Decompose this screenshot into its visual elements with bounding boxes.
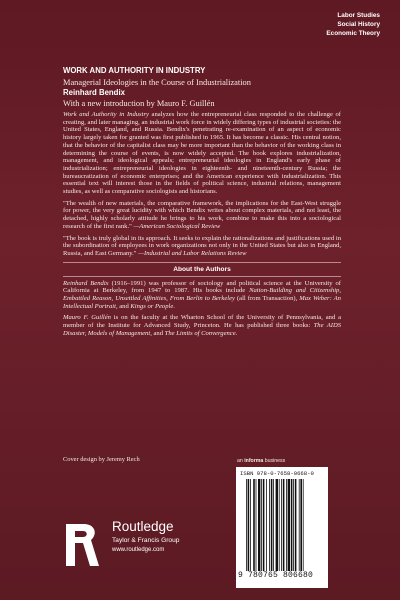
barcode-bar xyxy=(283,479,285,571)
category-label: Labor Studies xyxy=(337,12,380,19)
barcode-digits: 9 780765 806680 xyxy=(238,571,314,580)
barcode-bar xyxy=(273,479,274,571)
barcode-bar xyxy=(288,479,290,571)
barcode-bar xyxy=(248,479,250,571)
barcode-bar xyxy=(293,479,294,571)
publisher-website: www.routledge.com xyxy=(112,547,165,553)
isbn-number: ISBN 978-0-7658-0668-0 xyxy=(240,470,314,477)
barcode-bars xyxy=(246,479,324,571)
barcode-bar xyxy=(299,479,300,571)
barcode-bar xyxy=(295,479,297,571)
description-text: analyzes how the entrepreneurial class responded to the challenge of creating, and later managing, an industrial work force in widely differing types of industrial societies: the United States, England, and Russia. Bendix's penetrating re-examination of an aspect of economic history largely taken for granted was first published in 1965. It has become a classic. His central notion, that the behavior of the capitalist class may be more important than the behavior of the working class in determining the course of events, is now widely accepted. The book explores industrialization, management, and ideological appeals; entrepreneurial ideologies in England's early phase of industrialization; entrepreneurial ideologies in eighteenth- and nineteenth-century Russia; the bureaucratization of economic enterprises; and the American experience with industrialization. This essential text will interest those in the fields of political science, industrial relations, management studies, as well as comparative sociologists and historians. xyxy=(63,111,341,196)
barcode-bar xyxy=(291,479,293,571)
barcode-bar xyxy=(266,479,267,571)
subject-categories xyxy=(326,12,380,38)
informa-brand: informa xyxy=(244,458,264,464)
barcode-bar xyxy=(279,479,280,571)
publisher-name: Routledge xyxy=(112,519,174,534)
bio-text: is on the faculty at the Wharton School of the University of Pennsylvania, and a member of the Institute for Advanced Study, Princeton. He has published three books: xyxy=(63,314,341,330)
description-title: Work and Authority in Industry xyxy=(63,111,149,118)
informa-business-note xyxy=(237,458,285,464)
bio-name: Mauro F. Guillén xyxy=(63,314,111,322)
review-source: —Industrial and Labor Relations Review xyxy=(138,249,247,257)
bio-book: Max Weber: An Intellectual Portrait xyxy=(63,295,341,310)
barcode-bar xyxy=(286,479,287,571)
barcode-bar xyxy=(281,479,282,571)
review-text: "The book is truly global in its approach. It seeks to explain the rationalizations and justifications used in the subordination of employees in work organizations not only in the United States but also in England, Russia, and East Germany." xyxy=(63,234,341,257)
book-title: WORK AND AUTHORITY IN INDUSTRY xyxy=(63,66,206,75)
informa-suffix: business xyxy=(263,458,286,464)
barcode-bar xyxy=(258,479,260,571)
bio-books: The AIDS Disaster, Models of Management xyxy=(63,322,342,337)
bio-books: Nation-Building and Citizenship, Embattled Reason, Unsettled Affinities, From Berlin to Berkeley xyxy=(63,287,341,303)
back-cover-content xyxy=(63,66,341,342)
bio-text: . xyxy=(235,329,238,337)
cover-design-credit: Cover design by Jeremy Rech xyxy=(63,456,140,463)
review-quote xyxy=(63,200,341,231)
barcode-bar xyxy=(300,479,302,571)
barcode-bar xyxy=(303,479,304,571)
barcode-bar xyxy=(256,479,257,571)
book-author: Reinhard Bendix xyxy=(63,88,125,97)
barcode-bar xyxy=(269,479,270,571)
barcode-bar xyxy=(263,479,265,571)
isbn-barcode xyxy=(236,467,328,588)
informa-prefix: an xyxy=(237,458,245,464)
bio-book: The Limits of Convergence xyxy=(164,329,236,337)
barcode-bar xyxy=(253,479,255,571)
barcode-bar xyxy=(276,479,278,571)
author-bio xyxy=(63,314,341,337)
barcode-bar xyxy=(246,479,247,571)
bio-text: , and xyxy=(150,329,165,337)
category-label: Economic Theory xyxy=(326,29,380,37)
barcode-bar xyxy=(250,479,251,571)
review-source: —American Sociological Review xyxy=(133,222,221,230)
bio-text: . xyxy=(173,302,175,310)
review-quote xyxy=(63,235,341,258)
bio-text: , and xyxy=(115,302,131,310)
bio-text: (all from Transaction), xyxy=(234,295,300,303)
bio-book: Kings or People xyxy=(130,302,174,310)
review-text: "The wealth of new materials, the comparative framework, the implications for the East-West struggle for power, the very great lucidity with which Bendix writes about complex materials, and not least, the detached, highly scholarly attitude he brings to his work, combine to make this into a sociological research of the first rank." xyxy=(63,199,341,230)
bio-name: Reinhard Bendix xyxy=(63,279,109,287)
publisher-group: Taylor & Francis Group xyxy=(112,537,180,544)
bio-text: (1916–1991) was professor of sociology and political science at the University of California at Berkeley, from 1947 to 1987. His books include xyxy=(63,279,341,295)
routledge-logo-icon xyxy=(62,520,102,570)
barcode-bar xyxy=(261,479,262,571)
about-authors-heading: About the Authors xyxy=(173,265,231,273)
book-subtitle: Managerial Ideologies in the Course of Industrialization xyxy=(63,78,251,87)
barcode-bar xyxy=(271,479,273,571)
book-description xyxy=(63,111,341,196)
category-label: Social History xyxy=(337,20,380,28)
divider xyxy=(63,276,341,277)
introduction-credit: With a new introduction by Mauro F. Guillén xyxy=(63,99,215,108)
divider xyxy=(63,262,341,263)
author-bio xyxy=(63,280,341,311)
